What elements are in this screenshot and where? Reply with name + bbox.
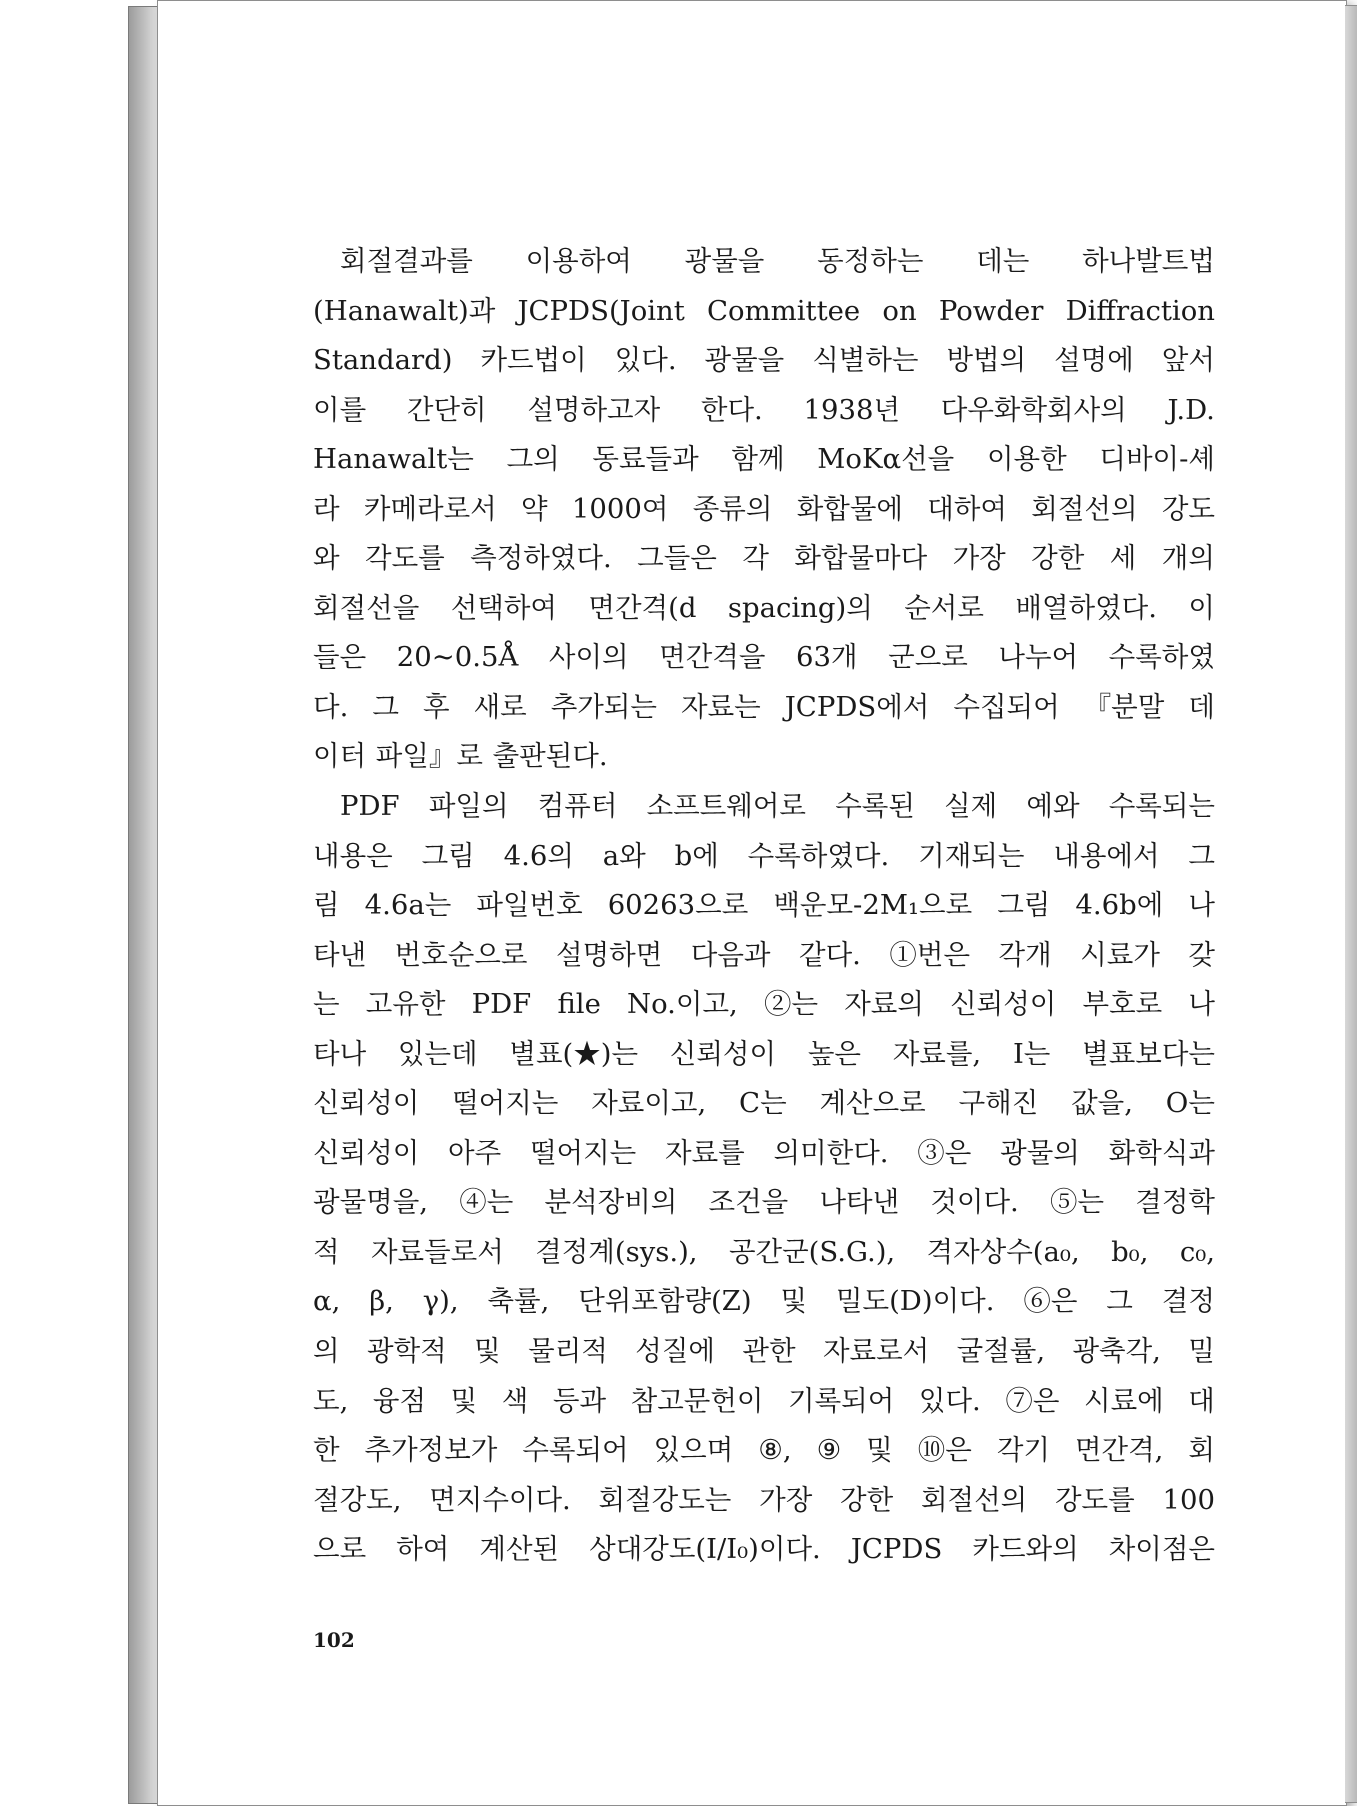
page-edge — [1345, 5, 1357, 1803]
text-line: 절강도, 면지수이다. 회절강도는 가장 강한 회절선의 강도를 100 — [313, 1483, 1215, 1516]
text-line: 이터 파일』로 출판된다. — [313, 740, 608, 773]
book-spine — [128, 6, 160, 1804]
paragraph-1 — [313, 237, 1215, 782]
text-line: 는 고유한 PDF file No.이고, ②는 자료의 신뢰성이 부호로 나 — [313, 988, 1215, 1021]
page-number: 102 — [313, 1628, 355, 1652]
text-line: 다. 그 후 새로 추가되는 자료는 JCPDS에서 수집되어 『분말 데 — [313, 690, 1215, 723]
text-line: 림 4.6a는 파일번호 60263으로 백운모-2M₁으로 그림 4.6b에 나 — [313, 889, 1215, 922]
text-line: 도, 융점 및 색 등과 참고문헌이 기록되어 있다. ⑦은 시료에 대 — [313, 1384, 1215, 1417]
text-line: 와 각도를 측정하였다. 그들은 각 화합물마다 가장 강한 세 개의 — [313, 542, 1215, 575]
text-line: 이를 간단히 설명하고자 한다. 1938년 다우화학회사의 J.D. — [313, 393, 1215, 426]
text-line: 회절결과를 이용하여 광물을 동정하는 데는 하나발트법 — [340, 245, 1215, 277]
paragraph-2 — [313, 782, 1215, 1575]
text-line: 광물명을, ④는 분석장비의 조건을 나타낸 것이다. ⑤는 결정학 — [313, 1186, 1215, 1219]
text-line: 신뢰성이 아주 떨어지는 자료를 의미한다. ③은 광물의 화학식과 — [313, 1136, 1215, 1169]
text-line: 신뢰성이 떨어지는 자료이고, C는 계산으로 구해진 값을, O는 — [313, 1087, 1215, 1120]
text-line: 내용은 그림 4.6의 a와 b에 수록하였다. 기재되는 내용에서 그 — [313, 839, 1215, 872]
text-line: 한 추가정보가 수록되어 있으며 ⑧, ⑨ 및 ⑩은 각기 면간격, 회 — [313, 1434, 1215, 1467]
text-line: 적 자료들로서 결정계(sys.), 공간군(S.G.), 격자상수(a₀, b₀, c₀, — [313, 1235, 1215, 1268]
text-line: 으로 하여 계산된 상대강도(I/I₀)이다. JCPDS 카드와의 차이점은 — [313, 1533, 1215, 1566]
text-line: Standard) 카드법이 있다. 광물을 식별하는 방법의 설명에 앞서 — [313, 344, 1215, 377]
text-line: 회절선을 선택하여 면간격(d spacing)의 순서로 배열하였다. 이 — [313, 591, 1215, 624]
text-line: 타낸 번호순으로 설명하면 다음과 같다. ①번은 각개 시료가 갖 — [313, 938, 1215, 971]
text-line: α, β, γ), 축률, 단위포함량(Z) 및 밀도(D)이다. ⑥은 그 결정 — [313, 1285, 1215, 1318]
text-line: 라 카메라로서 약 1000여 종류의 화합물에 대하여 회절선의 강도 — [313, 492, 1215, 525]
text-line: Hanawalt는 그의 동료들과 함께 MoKα선을 이용한 디바이-셰 — [313, 443, 1215, 476]
body-text — [313, 237, 1215, 1575]
text-line: (Hanawalt)과 JCPDS(Joint Committee on Powder Diffraction — [313, 294, 1215, 327]
text-line: 타나 있는데 별표(★)는 신뢰성이 높은 자료를, I는 별표보다는 — [313, 1037, 1215, 1070]
text-line: 들은 20∼0.5Å 사이의 면간격을 63개 군으로 나누어 수록하였 — [313, 641, 1215, 674]
text-line: PDF 파일의 컴퓨터 소프트웨어로 수록된 실제 예와 수록되는 — [340, 790, 1215, 823]
text-line: 의 광학적 및 물리적 성질에 관한 자료로서 굴절률, 광축각, 밀 — [313, 1335, 1215, 1368]
book-page — [157, 0, 1347, 1806]
